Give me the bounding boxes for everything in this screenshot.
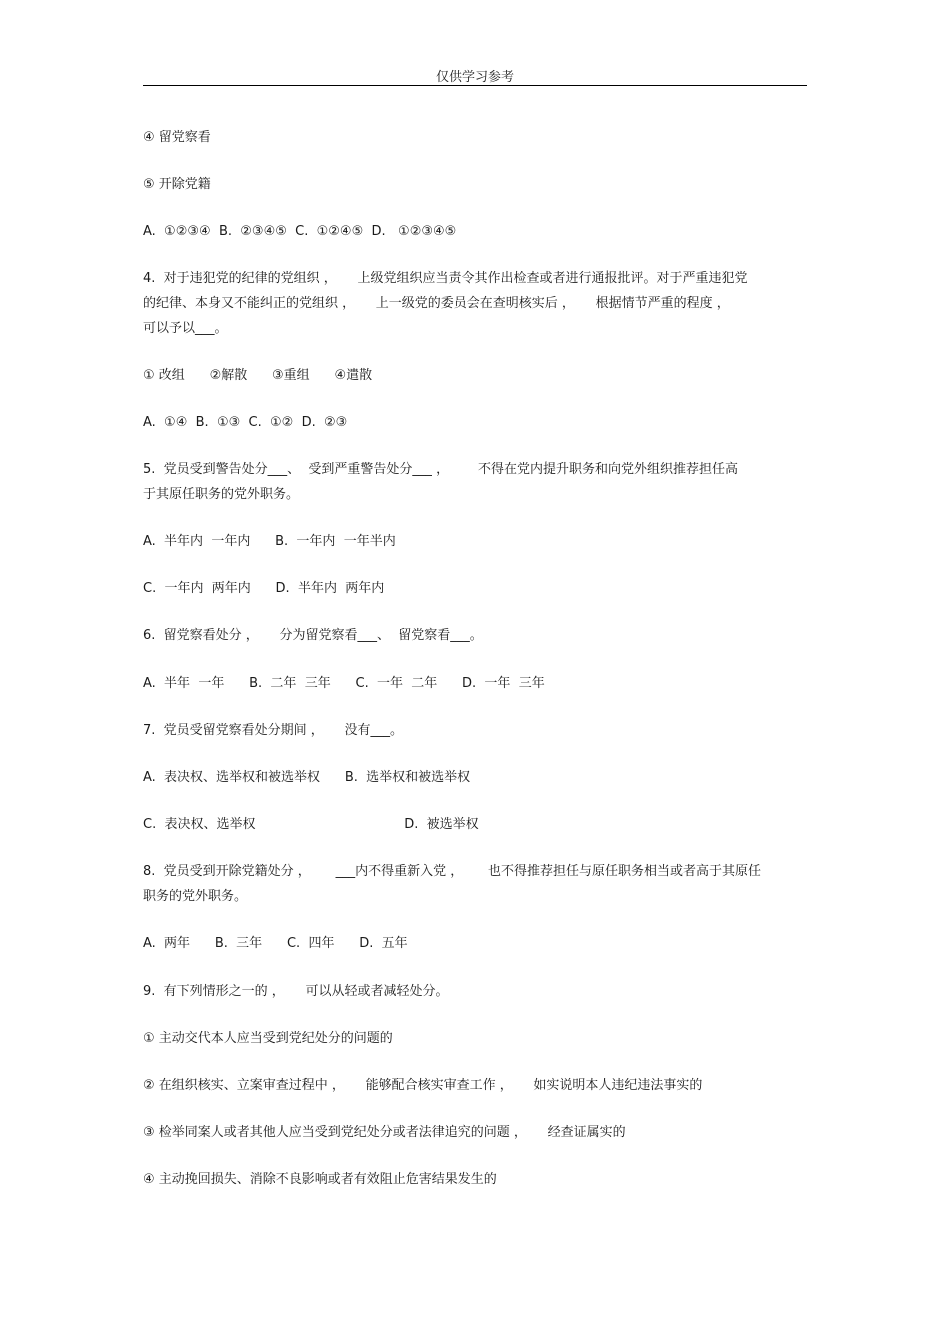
text-line: A. 表决权、选举权和被选举权 B. 选举权和被选举权 (143, 770, 471, 785)
text-line: 可以予以___。 (143, 321, 228, 336)
text-line: 5. 党员受到警告处分___、 受到严重警告处分___ ， 不得在党内提升职务和向党外组织推荐担任高 (143, 462, 738, 477)
text-line: ⑤ 开除党籍 (143, 177, 211, 192)
text-line: 4. 对于违犯党的纪律的党组织 ， 上级党组织应当责令其作出检查或者进行通报批评。对于严重违犯党 (143, 271, 748, 286)
text-line: A. 半年 一年 B. 二年 三年 C. 一年 二年 D. 一年 三年 (143, 676, 545, 691)
text-line: 8. 党员受到开除党籍处分 ， ___内不得重新入党 ， 也不得推荐担任与原任职务相当或者高于其原任 (143, 864, 762, 879)
text-line: A. 两年 B. 三年 C. 四年 D. 五年 (143, 936, 408, 951)
text-line: ① 主动交代本人应当受到党纪处分的问题的 (143, 1031, 393, 1046)
text-line: ④ 主动挽回损失、消除不良影响或者有效阻止危害结果发生的 (143, 1172, 497, 1187)
text-line: A. ①④ B. ①③ C. ①② D. ②③ (143, 415, 348, 430)
text-line: 7. 党员受留党察看处分期间 ， 没有___。 (143, 723, 403, 738)
text-line: ③ 检举同案人或者其他人应当受到党纪处分或者法律追究的问题 ， 经查证属实的 (143, 1125, 626, 1140)
text-line: C. 表决权、选举权 D. 被选举权 (143, 817, 479, 832)
text-line: ② 在组织核实、立案审查过程中 ， 能够配合核实审查工作 ， 如实说明本人违纪违法事实的 (143, 1078, 703, 1093)
header-rule (143, 85, 807, 86)
text-line: A. 半年内 一年内 B. 一年内 一年半内 (143, 534, 396, 549)
text-line: C. 一年内 两年内 D. 半年内 两年内 (143, 581, 385, 596)
text-line: A. ①②③④ B. ②③④⑤ C. ①②④⑤ D. ①②③④⑤ (143, 224, 457, 239)
text-line: 9. 有下列情形之一的 ， 可以从轻或者减轻处分。 (143, 984, 449, 999)
page-header: 仅供学习参考 (435, 70, 514, 85)
text-line: 的纪律、本身又不能纠正的党组织 ， 上一级党的委员会在查明核实后 ， 根据情节严重的程度 ， (143, 296, 730, 311)
text-line: 6. 留党察看处分 ， 分为留党察看___、 留党察看___。 (143, 628, 483, 643)
text-line: 于其原任职务的党外职务。 (143, 487, 300, 502)
text-line: ① 改组 ②解散 ③重组 ④遣散 (143, 368, 373, 383)
text-line: ④ 留党察看 (143, 130, 211, 145)
text-line: 职务的党外职务。 (143, 889, 248, 904)
